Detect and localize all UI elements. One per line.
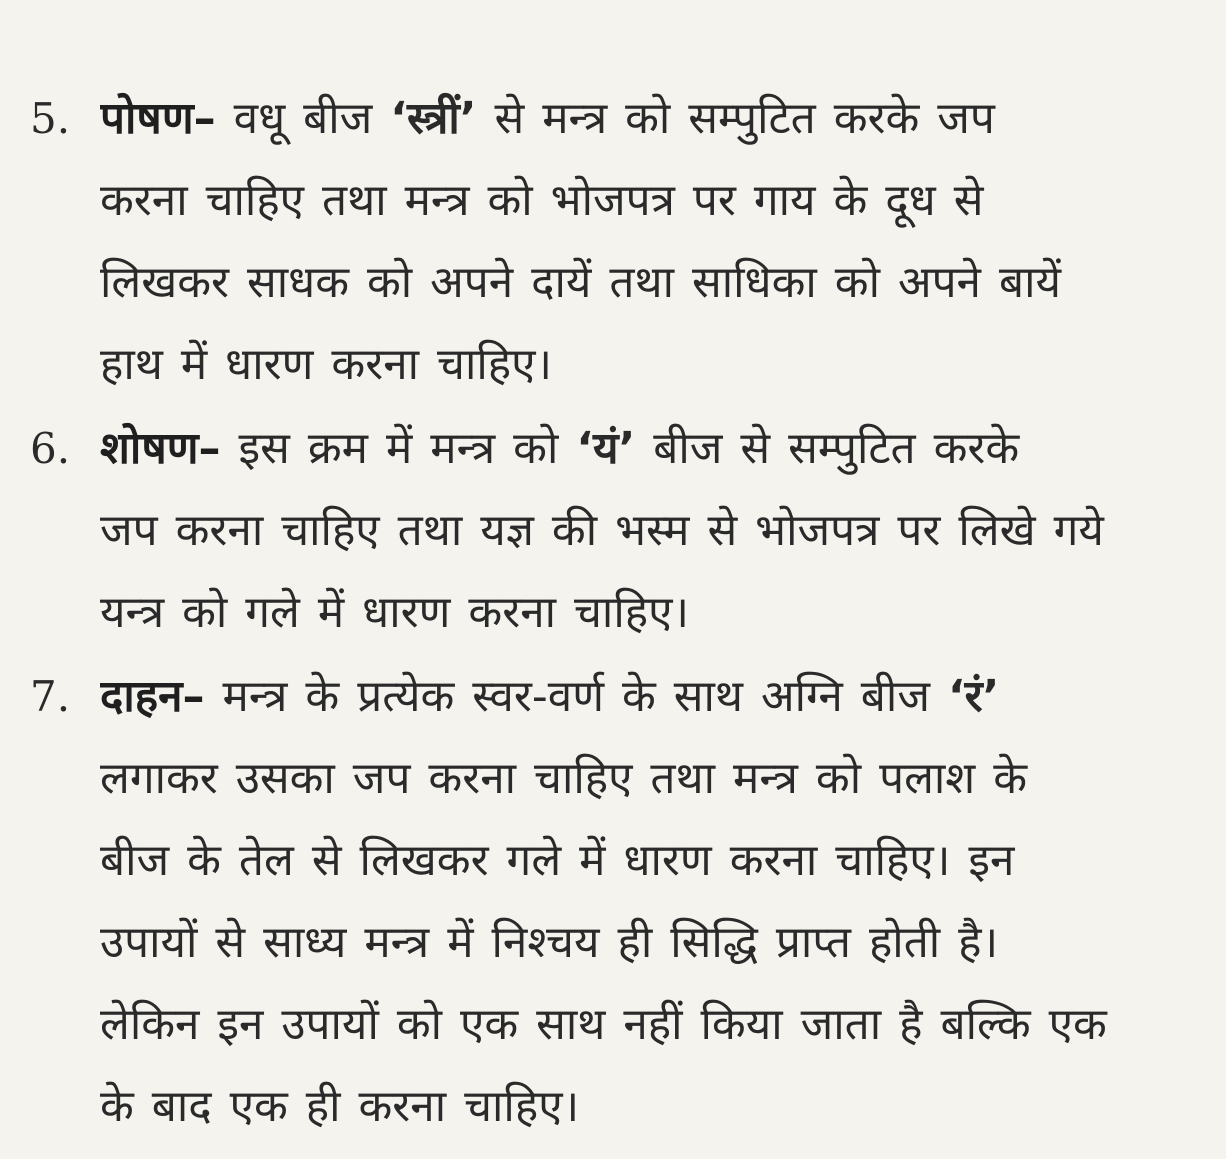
- list-item-poshan: [30, 78, 1196, 406]
- item-line: [100, 656, 1196, 738]
- item-term: शोषण–: [100, 423, 221, 474]
- bija-mantra: ‘यं’: [576, 423, 636, 474]
- item-line: यन्त्र को गले में धारण करना चाहिए।: [100, 587, 690, 638]
- item-line: हाथ में धारण करना चाहिए।: [100, 339, 553, 390]
- item-number: 5.: [30, 94, 71, 143]
- item-line: लेकिन इन उपायों को एक साथ नहीं किया जाता है बल्कि एक: [100, 999, 1107, 1050]
- list-item-dahan: [30, 656, 1196, 1148]
- list-item-shoshan: [30, 408, 1196, 654]
- item-line: के बाद एक ही करना चाहिए।: [100, 1081, 580, 1132]
- item-body: [100, 78, 1196, 406]
- item-body: [100, 656, 1196, 1148]
- bija-mantra: ‘स्त्रीं’: [390, 93, 477, 144]
- item-line: जप करना चाहिए तथा यज्ञ की भस्म से भोजपत्र पर लिखे गये: [100, 505, 1104, 556]
- item-line: लिखकर साधक को अपने दायें तथा साधिका को अपने बायें: [100, 257, 1062, 308]
- line-text: इस क्रम में मन्त्र को: [220, 423, 577, 474]
- item-line: [100, 78, 1196, 160]
- item-number: 7.: [30, 672, 71, 721]
- item-line: [100, 408, 1196, 490]
- line-text: से मन्त्र को सम्पुटित करके जप: [476, 93, 995, 144]
- item-term: पोषण–: [100, 93, 216, 144]
- item-line: लगाकर उसका जप करना चाहिए तथा मन्त्र को पलाश के: [100, 753, 1027, 804]
- item-number: 6.: [30, 424, 71, 473]
- line-text: मन्त्र के प्रत्येक स्वर-वर्ण के साथ अग्नि बीज: [204, 671, 948, 722]
- item-line: बीज के तेल से लिखकर गले में धारण करना चाहिए। इन: [100, 835, 1015, 886]
- item-body: [100, 408, 1196, 654]
- line-text: वधू बीज: [215, 93, 391, 144]
- item-term: दाहन–: [100, 671, 205, 722]
- item-line: करना चाहिए तथा मन्त्र को भोजपत्र पर गाय के दूध से: [100, 175, 984, 226]
- bija-mantra: ‘रं’: [947, 671, 1000, 722]
- item-line: उपायों से साध्य मन्त्र में निश्चय ही सिद्धि प्राप्त होती है।: [100, 917, 999, 968]
- line-text: बीज से सम्पुटित करके: [635, 423, 1020, 474]
